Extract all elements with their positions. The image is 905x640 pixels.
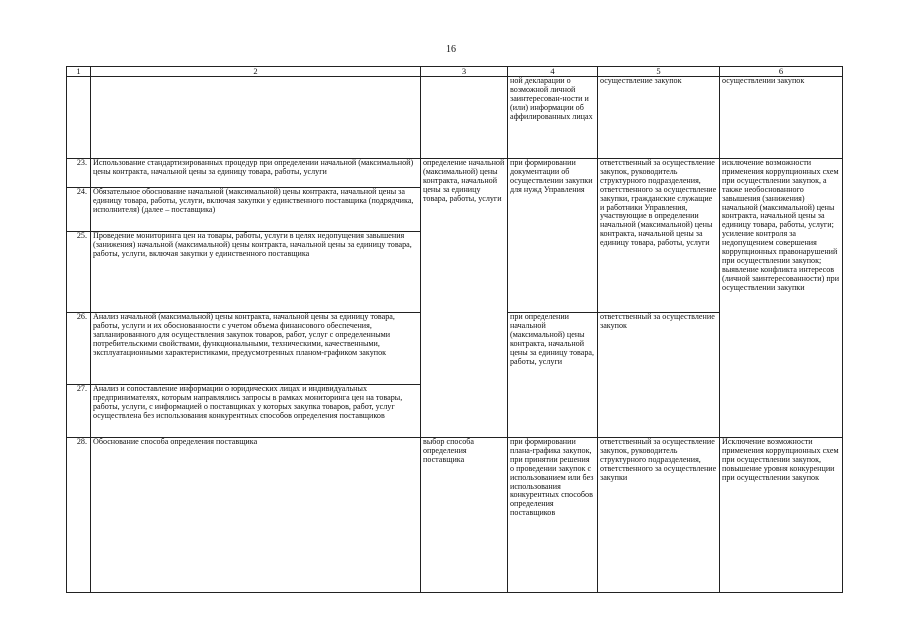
header-cell: 4	[508, 67, 598, 77]
group-b-col5: ответственный за осуществление закупок	[598, 313, 720, 438]
row-number: 28.	[67, 438, 91, 593]
row-number: 24.	[67, 188, 91, 232]
group-b-col4: при определении начальной (максимальной) цены контракта, начальной цены за единицу товара, работы, услуги	[508, 313, 598, 438]
table-row	[67, 159, 843, 188]
group-a-col4: при формировании документации об осуществлении закупки для нужд Управления	[508, 159, 598, 313]
measure-text: Проведение мониторинга цен на товары, работы, услуги в целях недопущения завышения (занижения) начальной (максимальной) цены контракта, начальной цены за единицу товара, работы, услуги, включая закупки у единственного поставщика	[91, 232, 421, 313]
measure-text: Анализ и сопоставление информации о юридических лицах и индивидуальных предпринимателях, которым направлялись запросы в рамках мониторинга цен на товары, работы, услуги, с информацией о поставщиках у которых закупка товаров, работ, услуг осуществлена без использования конкурентных способов определения поставщиков	[91, 385, 421, 438]
cont-col6: осуществлении закупок	[720, 77, 843, 159]
measures-table	[66, 66, 843, 593]
header-cell: 6	[720, 67, 843, 77]
header-cell: 5	[598, 67, 720, 77]
row28-col3: выбор способа определения поставщика	[421, 438, 508, 593]
cell-empty	[421, 77, 508, 159]
table-row	[67, 438, 843, 593]
header-cell: 1	[67, 67, 91, 77]
row-number: 27.	[67, 385, 91, 438]
continuation-row	[67, 77, 843, 159]
row-number: 26.	[67, 313, 91, 385]
header-cell: 3	[421, 67, 508, 77]
cell-empty	[67, 77, 91, 159]
header-cell: 2	[91, 67, 421, 77]
measure-text: Обоснование способа определения поставщика	[91, 438, 421, 593]
row28-col4: при формировании плана-графика закупок, при принятии решения о проведении закупок с использованием или без использования конкурентных способов определения поставщиков	[508, 438, 598, 593]
row28-col5: ответственный за осуществление закупок, руководитель структурного подразделения, ответственного за осуществление закупки	[598, 438, 720, 593]
group-a-col3: определение начальной (максимальной) цены контракта, начальной цены за единицу товара, работы, услуги	[421, 159, 508, 438]
measure-text: Анализ начальной (максимальной) цены контракта, начальной цены за единицу товара, работы, услуги и их обоснованности с учетом объема финансового обеспечения, запланированного для осуществления закупок товаров, работ, услуг с определенными потребительскими свойствами, функциональными, техническими, качественными, эксплуатационными характеристиками, предусмотренных планом-графиком закупок	[91, 313, 421, 385]
row-number: 23.	[67, 159, 91, 188]
column-number-header	[67, 67, 843, 77]
group-a-col5: ответственный за осуществление закупок, руководитель структурного подразделения, ответственного за осуществление закупки, гражданские служащие и работники Управления, участвующие в определении начальной (максимальной) цены контракта, начальной цены за единицу товара, работы, услуги	[598, 159, 720, 313]
row-number: 25.	[67, 232, 91, 313]
group-a-col6: исключение возможности применения коррупционных схем при осуществлении закупок, а также необоснованного завышения (занижения) начальной (максимальной) цены контракта, начальной цены за единицу товара, работы, услуги; усиление контроля за недопущением совершения коррупционных правонарушений при осуществлении закупок; выявление конфликта интересов (личной заинтересованности) при осуществлении закупки	[720, 159, 843, 438]
cell-empty	[91, 77, 421, 159]
cont-col5: осуществление закупок	[598, 77, 720, 159]
cont-col4: ной декларации о возможной личной заинтересован-ности и (или) информации об аффилированных лицах	[508, 77, 598, 159]
measure-text: Обязательное обоснование начальной (максимальной) цены контракта, начальной цены за единицу товара, работы, услуги, включая закупки у единственного поставщика (подрядчика, исполнителя) (далее – поставщика)	[91, 188, 421, 232]
measure-text: Использование стандартизированных процедур при определении начальной (максимальной) цены контракта, начальной цены за единицу товара, работы, услуги	[91, 159, 421, 188]
row28-col6: Исключение возможности применения коррупционных схем при осуществлении закупок, повышение уровня конкуренции при осуществлении закупок	[720, 438, 843, 593]
page-number: 16	[446, 44, 456, 55]
